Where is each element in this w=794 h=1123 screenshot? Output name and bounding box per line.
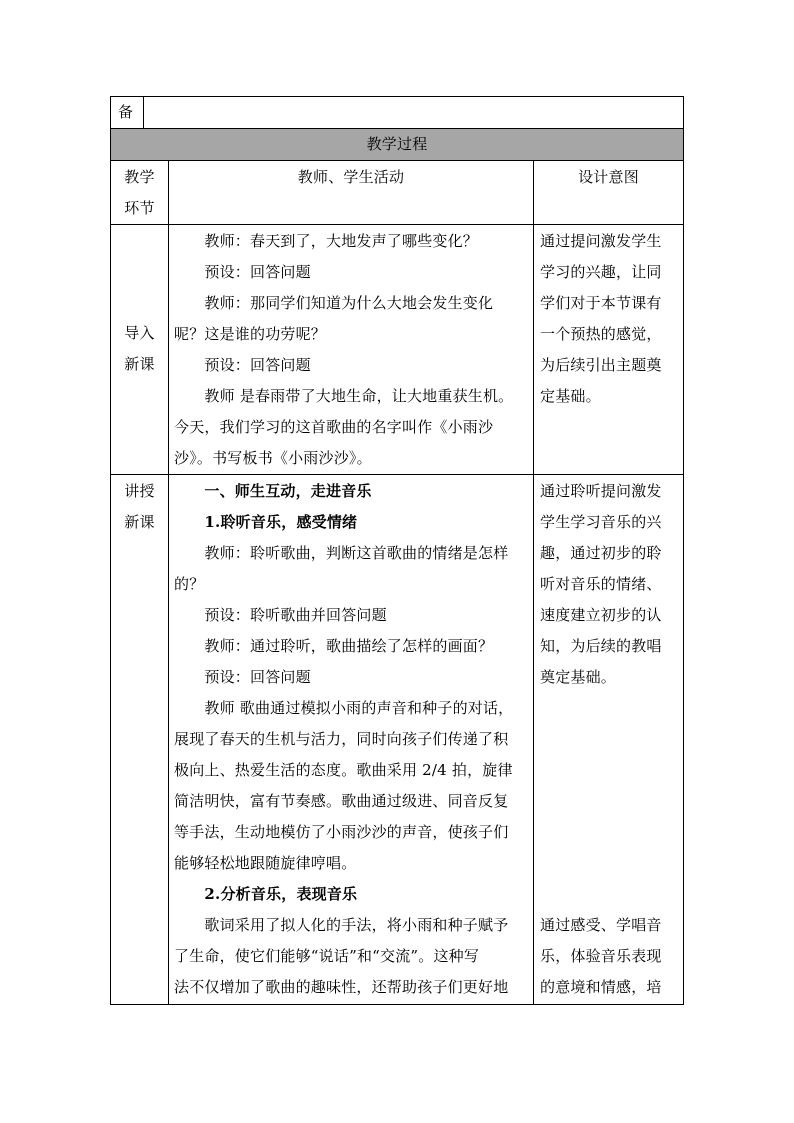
paragraph-line: 教师：春天到了，大地发声了哪些变化？ [174, 232, 479, 250]
table-border [168, 160, 169, 1005]
paragraph-line: 预设：聆听歌曲并回答问题 [174, 606, 387, 624]
stage-line: 导入 [124, 324, 155, 342]
activity-cell [174, 476, 530, 1003]
paragraph-line: 歌词采用了拟人化的手法，将小雨和种子赋予 [174, 916, 509, 934]
table-border [110, 224, 684, 225]
header-line: 教学 [124, 168, 155, 186]
paragraph-line: 教师：那同学们知道为什么大地会发生变化 [174, 294, 494, 312]
paragraph-line: 今天，我们学习的这首歌曲的名字叫作《小雨沙 [174, 418, 494, 436]
intent-line: 的意境和情感，培 [540, 978, 662, 996]
paragraph-line: 法不仅增加了歌曲的趣味性，还帮助孩子们更好地 [174, 978, 509, 996]
intent-line: 听对音乐的情绪、 [540, 575, 662, 593]
intent-cell [540, 226, 680, 412]
intent-line: 学们对于本节课有 [540, 294, 662, 312]
section-heading: 一、师生互动，走进音乐 [174, 482, 372, 500]
column-header-activity: 教师、学生活动 [297, 168, 405, 186]
stage-label [111, 318, 168, 380]
table-border [683, 96, 684, 1005]
intent-line: 知，为后续的教唱 [540, 637, 662, 655]
intent-line: 趣，通过初步的聆 [540, 544, 662, 562]
paragraph-line: 教师：聆听歌曲，判断这首歌曲的情绪是怎样 [174, 544, 509, 562]
table-border [533, 160, 534, 1005]
paragraph-line: 极向上、热爱生活的态度。歌曲采用 2/4 拍，旋律 [174, 761, 513, 779]
intent-line: 通过聆听提问激发 [540, 482, 662, 500]
intent-line: 速度建立初步的认 [540, 606, 662, 624]
paragraph-line: 沙》。书写板书《小雨沙沙》。 [174, 449, 372, 467]
paragraph-line: 教师：通过聆听，歌曲描绘了怎样的画面？ [174, 637, 494, 655]
intent-line: 定基础。 [540, 387, 601, 405]
table-border [110, 160, 684, 161]
activity-cell [174, 226, 530, 474]
paragraph-line: 简洁明快，富有节奏感。歌曲通过级进、同音反复 [174, 792, 509, 810]
section-header: 教学过程 [366, 135, 428, 153]
subsection-heading: 1.聆听音乐，感受情绪 [174, 513, 358, 531]
paragraph-line: 教师 是春雨带了大地生命，让大地重获生机。 [174, 387, 514, 405]
paragraph-line: 了生命，使它们能够“说话”和“交流”。这种写 [174, 947, 480, 965]
paragraph-line: 展现了春天的生机与活力，同时向孩子们传递了积 [174, 730, 509, 748]
paragraph-line: 的？ [174, 575, 205, 593]
table-border [143, 96, 144, 129]
paragraph-line: 呢？这是谁的功劳呢？ [174, 325, 327, 343]
paragraph-line: 等手法，生动地模仿了小雨沙沙的声音，使孩子们 [174, 823, 509, 841]
intent-line: 通过感受、学唱音 [540, 916, 662, 934]
intent-line: 通过提问激发学生 [540, 232, 662, 250]
stage-line: 讲授 [124, 482, 155, 500]
intent-line: 一个预热的感觉， [540, 325, 662, 343]
column-header-intent: 设计意图 [578, 168, 639, 186]
table-border [110, 96, 684, 97]
paragraph-line: 预设：回答问题 [174, 356, 311, 374]
header-line: 环节 [124, 199, 155, 217]
column-header-stage [111, 162, 168, 224]
stage-line: 新课 [124, 355, 155, 373]
paragraph-line: 预设：回答问题 [174, 263, 311, 281]
table-border [110, 474, 684, 475]
paragraph-line: 教师 歌曲通过模拟小雨的声音和种子的对话， [174, 699, 514, 717]
table-border [110, 96, 111, 1005]
intent-cell [540, 910, 680, 1003]
intent-line: 奠定基础。 [540, 668, 617, 686]
intent-line: 学习的兴趣，让同 [540, 263, 662, 281]
paragraph-line: 预设：回答问题 [174, 668, 311, 686]
intent-line: 学生学习音乐的兴 [540, 513, 662, 531]
table-border [110, 1004, 684, 1005]
paragraph-line: 能够轻松地跟随旋律哼唱。 [174, 854, 357, 872]
stage-label [111, 476, 168, 538]
top-row-label: 备 [118, 103, 134, 121]
stage-line: 新课 [124, 513, 155, 531]
subsection-heading: 2.分析音乐，表现音乐 [174, 885, 358, 903]
intent-line: 为后续引出主题奠 [540, 356, 662, 374]
intent-line: 乐，体验音乐表现 [540, 947, 662, 965]
intent-cell [540, 476, 680, 693]
